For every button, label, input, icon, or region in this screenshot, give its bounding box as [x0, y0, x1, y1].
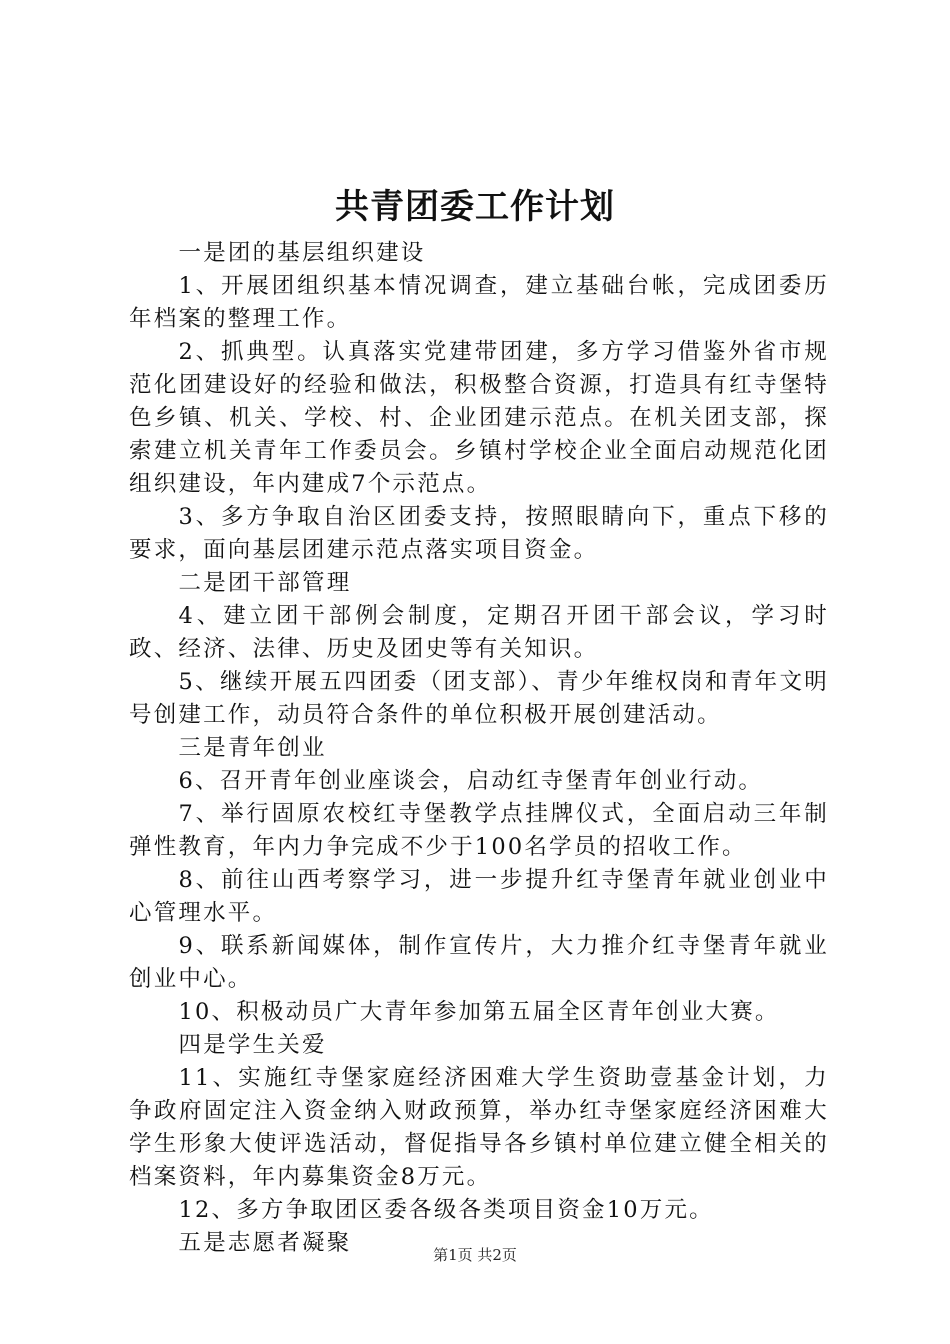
section-heading: 三是青年创业 — [178, 735, 327, 761]
document-body — [129, 237, 829, 1260]
section-heading: 二是团干部管理 — [178, 570, 352, 596]
paragraph: 5、继续开展五四团委（团支部）、青少年维权岗和青年文明号创建工作，动员符合条件的单位积极开展创建活动。 — [129, 669, 829, 728]
paragraph: 7、举行固原农校红寺堡教学点挂牌仪式，全面启动三年制弹性教育，年内力争完成不少于100名学员的招收工作。 — [129, 801, 829, 860]
paragraph: 8、前往山西考察学习，进一步提升红寺堡青年就业创业中心管理水平。 — [129, 867, 829, 926]
paragraph: 9、联系新闻媒体，制作宣传片，大力推介红寺堡青年就业创业中心。 — [129, 933, 829, 992]
paragraph: 4、建立团干部例会制度，定期召开团干部会议，学习时政、经济、法律、历史及团史等有关知识。 — [129, 603, 829, 662]
section-heading: 一是团的基层组织建设 — [178, 240, 426, 266]
paragraph: 12、多方争取团区委各级各类项目资金10万元。 — [178, 1197, 714, 1223]
section-heading: 四是学生关爱 — [178, 1032, 327, 1058]
document-title: 共青团委工作计划 — [335, 187, 615, 227]
paragraph: 10、积极动员广大青年参加第五届全区青年创业大赛。 — [178, 999, 780, 1025]
paragraph: 11、实施红寺堡家庭经济困难大学生资助壹基金计划，力争政府固定注入资金纳入财政预算，举办红寺堡家庭经济困难大学生形象大使评选活动，督促指导各乡镇村单位建立健全相关的档案资料，年内募集资金8万元。 — [129, 1065, 829, 1190]
section-heading: 五是志愿者凝聚 — [178, 1230, 352, 1256]
paragraph: 6、召开青年创业座谈会，启动红寺堡青年创业行动。 — [178, 768, 764, 794]
page-footer: 第1页 共2页 — [433, 1246, 517, 1264]
paragraph: 2、抓典型。认真落实党建带团建，多方学习借鉴外省市规范化团建设好的经验和做法，积极整合资源，打造具有红寺堡特色乡镇、机关、学校、村、企业团建示范点。在机关团支部，探索建立机关青年工作委员会。乡镇村学校企业全面启动规范化团组织建设，年内建成7个示范点。 — [129, 339, 829, 497]
paragraph: 1、开展团组织基本情况调查，建立基础台帐，完成团委历年档案的整理工作。 — [129, 273, 829, 332]
paragraph: 3、多方争取自治区团委支持，按照眼睛向下，重点下移的要求，面向基层团建示范点落实项目资金。 — [129, 504, 829, 563]
